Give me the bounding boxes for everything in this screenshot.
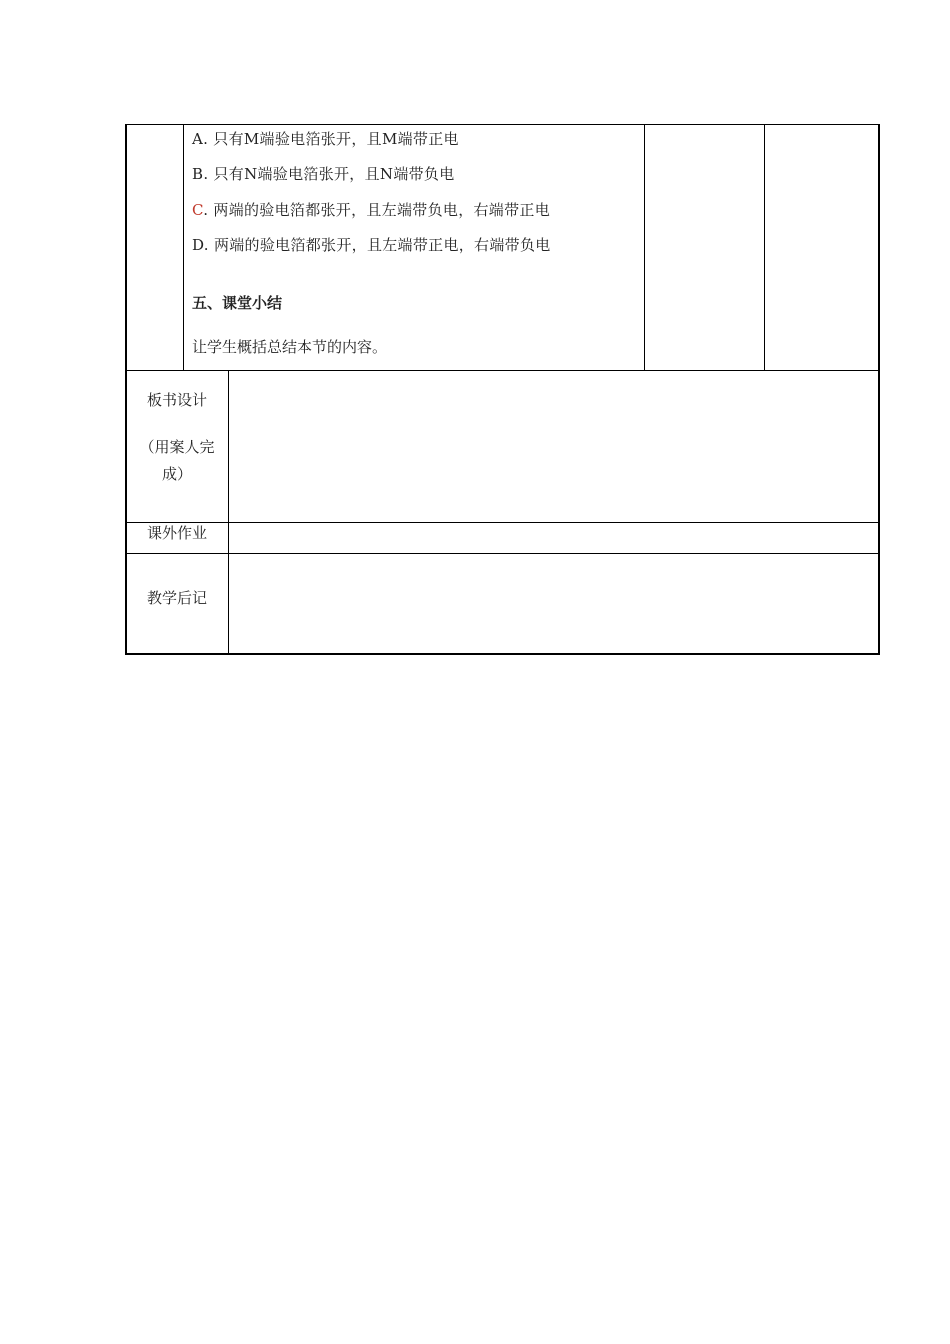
divider-col3 <box>644 124 645 371</box>
homework-content-cell <box>229 523 878 553</box>
homework-label: 课外作业 <box>146 524 207 542</box>
border-top <box>125 124 880 125</box>
summary-text: 让学生概括总结本节的内容。 <box>192 338 388 356</box>
option-text: 两端的验电箔都张开，且左端带正电，右端带负电 <box>213 236 551 254</box>
option-a: A. 只有M端验电箔张开，且M端带正电 <box>192 130 459 148</box>
board-design-content-cell <box>229 371 878 522</box>
option-d: D. 两端的验电箔都张开，且左端带正电，右端带负电 <box>192 236 551 254</box>
option-text: 两端的验电箔都张开，且左端带负电，右端带正电 <box>213 201 551 219</box>
border-bottom <box>125 653 880 655</box>
summary-heading: 五、课堂小结 <box>192 294 283 312</box>
option-letter: A <box>192 130 204 148</box>
board-design-label: 板书设计 <box>146 391 207 409</box>
divider-col1 <box>183 124 184 371</box>
border-right <box>878 124 880 655</box>
option-letter-highlighted: C <box>192 201 204 219</box>
option-text: 只有N端验电箔张开，且N端带负电 <box>213 165 455 183</box>
board-design-note-line2: 成） <box>161 465 192 483</box>
option-letter: D <box>192 236 204 254</box>
reflection-label: 教学后记 <box>146 589 207 607</box>
option-text: 只有M端验电箔张开，且M端带正电 <box>213 130 459 148</box>
divider-col4 <box>764 124 765 371</box>
option-letter: B <box>192 165 204 183</box>
option-b: B. 只有N端验电箔张开，且N端带负电 <box>192 165 455 183</box>
board-design-note-line1: （用案人完 <box>139 438 215 456</box>
reflection-content-cell <box>229 554 878 653</box>
option-c: C. 两端的验电箔都张开，且左端带负电，右端带正电 <box>192 201 551 219</box>
